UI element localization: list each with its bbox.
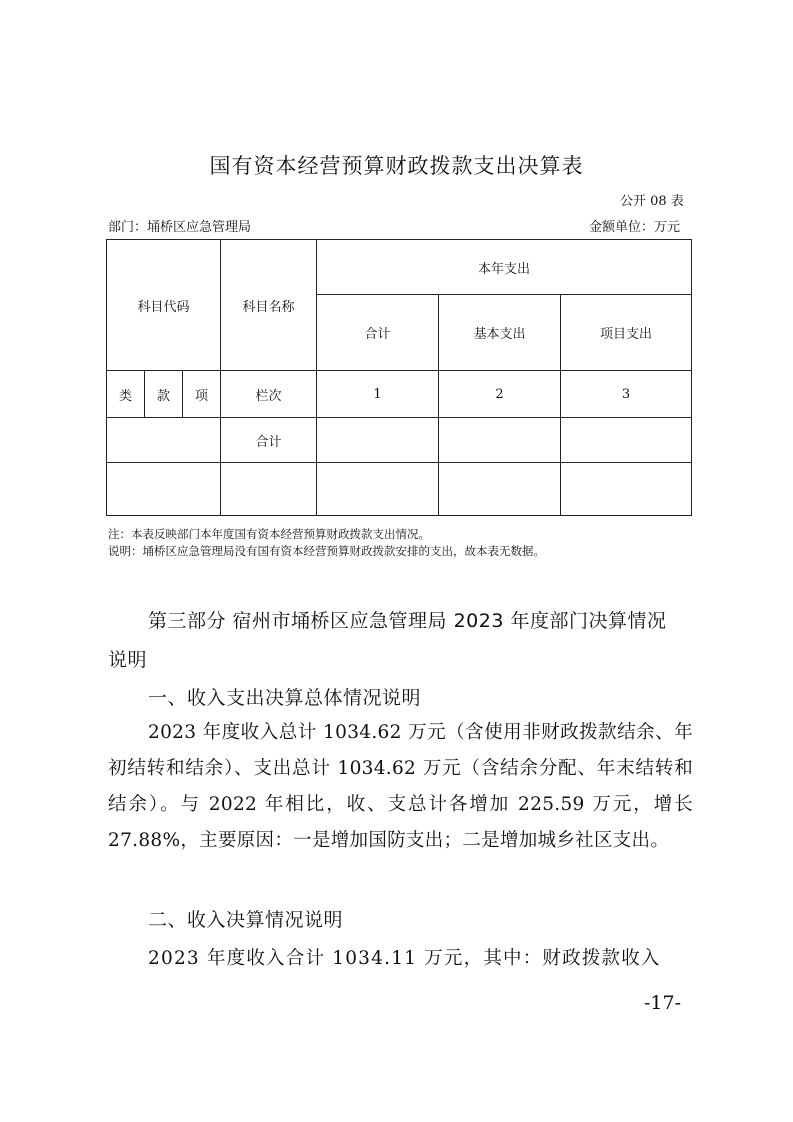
column-index-3: 3 <box>561 371 692 418</box>
total-row-basic <box>439 418 561 463</box>
total-row-code <box>107 418 221 463</box>
table-explanation: 说明：埇桥区应急管理局没有国有资本经营预算财政拨款安排的支出，故本表无数据。 <box>108 544 545 558</box>
subject-name-header: 科目名称 <box>221 240 317 371</box>
table-header-row <box>107 240 692 295</box>
department-label: 部门：埇桥区应急管理局 <box>108 220 252 235</box>
total-row <box>107 418 692 463</box>
total-row-label: 合计 <box>221 418 317 463</box>
current-year-expenditure-header: 本年支出 <box>317 240 692 295</box>
total-row-project <box>561 418 692 463</box>
basic-expenditure-header: 基本支出 <box>439 295 561 371</box>
heading-income-details: 二、收入决算情况说明 <box>148 909 344 931</box>
column-index-label: 栏次 <box>221 371 317 418</box>
section-header: 款 <box>145 371 183 418</box>
empty-cell <box>317 463 439 516</box>
column-index-row <box>107 371 692 418</box>
column-index-1: 1 <box>317 371 439 418</box>
expenditure-table <box>106 239 692 516</box>
empty-cell <box>107 463 221 516</box>
paragraph-overview: 2023 年度收入总计 1034.62 万元（含使用非财政拨款结余、年初结转和结余）、支出总计 1034.62 万元（含结余分配、年末结转和结余）。与 2022 年相比，收、支总计各增加 225.59 万元，增长 27.88%，主要原因：一是增加国防支出；二是增加城乡社区支出。 <box>108 722 693 851</box>
item-header: 项 <box>183 371 221 418</box>
total-row-total <box>317 418 439 463</box>
heading-income-expenditure-overview: 一、收入支出决算总体情况说明 <box>148 687 422 709</box>
subject-code-header: 科目代码 <box>107 240 221 371</box>
empty-cell <box>439 463 561 516</box>
table-row <box>107 463 692 516</box>
section-heading: 第三部分 宿州市埇桥区应急管理局 2023 年度部门决算情况 <box>148 610 667 632</box>
total-header: 合计 <box>317 295 439 371</box>
page-number: -17- <box>644 992 682 1014</box>
table-note: 注：本表反映部门本年度国有资本经营预算财政拨款支出情况。 <box>108 527 430 541</box>
table-title: 国有资本经营预算财政拨款支出决算表 <box>209 154 584 178</box>
column-index-2: 2 <box>439 371 561 418</box>
section-heading-continued: 说明 <box>108 649 148 671</box>
class-header: 类 <box>107 371 145 418</box>
paragraph-income: 2023 年度收入合计 1034.11 万元，其中：财政拨款收入 <box>148 948 661 969</box>
amount-unit-label: 金额单位：万元 <box>588 220 680 235</box>
form-code: 公开 08 表 <box>620 194 684 209</box>
project-expenditure-header: 项目支出 <box>561 295 692 371</box>
empty-cell <box>561 463 692 516</box>
empty-cell <box>221 463 317 516</box>
